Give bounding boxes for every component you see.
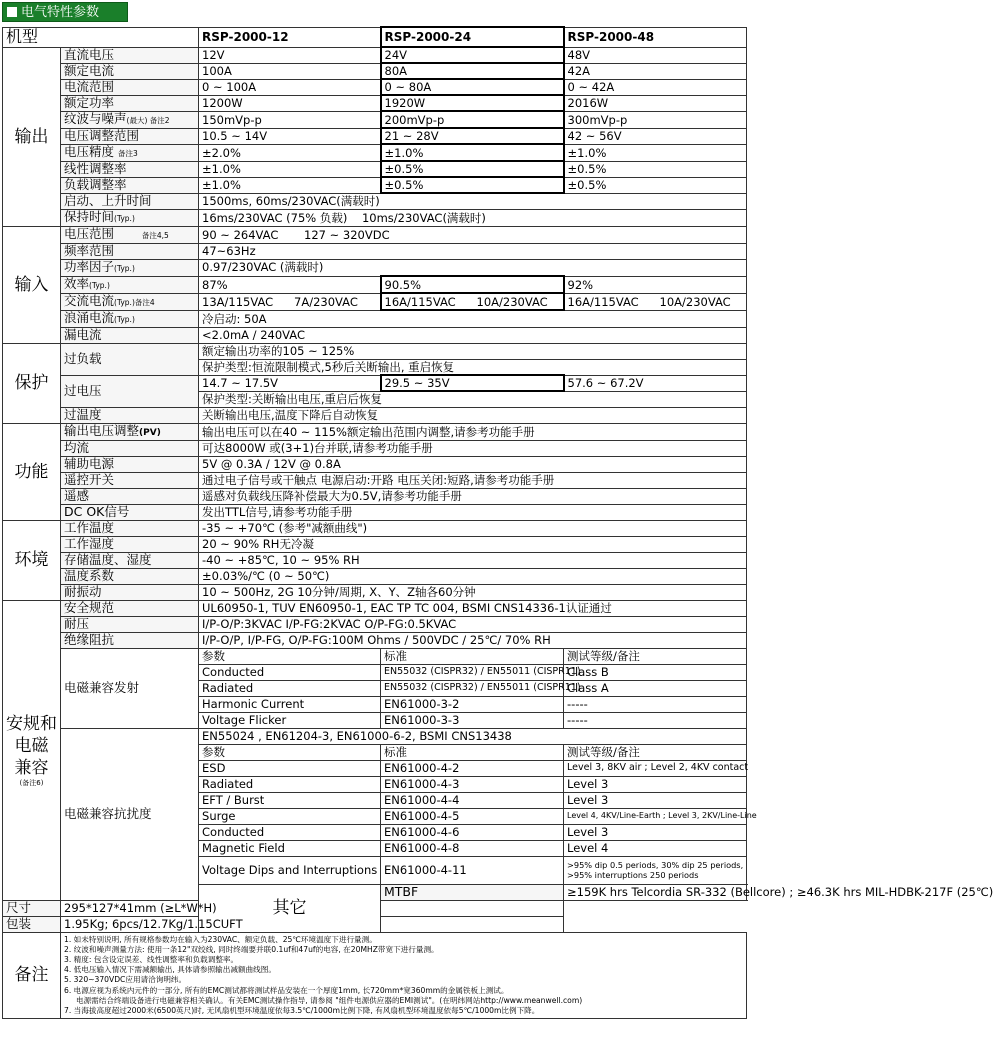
emission-param: Voltage Flicker: [199, 712, 381, 728]
immunity-param: Surge: [199, 808, 381, 824]
ac-current-12: [199, 293, 381, 310]
input-section-label: 输入: [3, 226, 61, 343]
rated-current-12: 100A: [199, 63, 381, 79]
safety-standards-label: 安全规范: [61, 600, 199, 616]
others-section-label: 其它: [199, 884, 381, 932]
ac-current-note: (Typ.)备注4: [114, 297, 155, 307]
current-range-label: 电流范围: [61, 79, 199, 95]
rated-power-48: 2016W: [564, 95, 747, 111]
current-range-24: 0 ~ 80A: [381, 79, 564, 95]
immunity-std: EN61000-4-6: [381, 824, 564, 840]
dc-voltage-24: 24V: [381, 47, 564, 63]
immunity-level: Level 4: [564, 840, 747, 856]
overvoltage-48: 57.6 ~ 67.2V: [564, 375, 747, 391]
voltage-tol-note: 备注3: [118, 148, 138, 158]
overload-range: 额定输出功率的105 ~ 125%: [199, 343, 747, 359]
overtemp-row: [3, 407, 747, 423]
overvoltage-label: 过电压: [61, 375, 199, 407]
storage-row: [3, 552, 747, 568]
withstand-value: I/P-O/P:3KVAC I/P-FG:2KVAC O/P-FG:0.5KVAC: [199, 616, 747, 632]
leakage-value: <2.0mA / 240VAC: [199, 327, 747, 343]
ac-current-label-text: 交流电流: [64, 292, 115, 308]
share-value: 可达8000W 或(3+1)台并联,请参考功能手册: [199, 440, 747, 456]
note-line: 4. 低电压输入情况下需减额输出, 具体请参照输出减额曲线图。: [64, 965, 276, 975]
hold-label-text: 保持时间: [64, 208, 115, 224]
immunity-std: EN61000-4-4: [381, 792, 564, 808]
sense-value: 遥感对负载线压降补偿最大为0.5V,请参考功能手册: [199, 488, 747, 504]
emission-header-level: 测试等级/备注: [564, 648, 747, 664]
aux-label: 辅助电源: [61, 456, 199, 472]
isolation-label: 绝缘阻抗: [61, 632, 199, 648]
efficiency-12: 87%: [199, 276, 381, 293]
ripple-label: [61, 111, 199, 128]
input-voltage-ac: 90 ~ 264VAC: [202, 227, 279, 242]
voltage-tol-48: ±1.0%: [564, 144, 747, 161]
rated-current-24: 80A: [381, 63, 564, 79]
immunity-level: Level 3: [564, 824, 747, 840]
packing-value: 1.95Kg; 6pcs/12.7Kg/1.15CUFT: [61, 916, 564, 932]
work-humidity-row: [3, 536, 747, 552]
emission-level: Class A: [564, 680, 747, 696]
safety-section-note: (备注6): [19, 778, 44, 787]
voltage-adj-48: 42 ~ 56V: [564, 128, 747, 144]
ac-current-48-a: 16A/115VAC: [567, 294, 639, 309]
work-temp-value: -35 ~ +70℃ (参考"减额曲线"): [199, 520, 747, 536]
safety-section-label: [3, 600, 61, 900]
current-range-12: 0 ~ 100A: [199, 79, 381, 95]
note-line: 电源需结合终端设备进行电磁兼容相关确认。有关EMC测试操作指导, 请参阅 "组件电源供应器的EMI测试"。(在明纬网站http://www.meanwell.com): [76, 995, 583, 1005]
tempcoef-value: ±0.03%/℃ (0 ~ 50℃): [199, 568, 747, 584]
ac-current-row: [3, 293, 747, 310]
immunity-summary: EN55024 , EN61204-3, EN61000-6-2, BSMI CNS13438: [199, 728, 747, 744]
ac-current-12-a: 13A/115VAC: [202, 294, 274, 309]
efficiency-row: [3, 276, 747, 293]
current-range-48: 0 ~ 42A: [564, 79, 747, 95]
load-reg-label: 负载调整率: [61, 177, 199, 193]
line-reg-24: ±0.5%: [381, 161, 564, 177]
emission-level: Class B: [564, 664, 747, 680]
ripple-48: 300mVp-p: [564, 111, 747, 128]
aux-row: [3, 456, 747, 472]
hold-row: [3, 209, 747, 226]
pv-label-text: 输出电压调整: [64, 422, 140, 438]
line-reg-row: [3, 161, 747, 177]
emission-header-std: 标准: [381, 648, 564, 664]
rated-current-row: [3, 63, 747, 79]
voltage-tol-label: [61, 144, 199, 161]
model-48: RSP-2000-48: [564, 27, 747, 47]
pv-row: [3, 423, 747, 440]
hold-value: [199, 209, 747, 226]
immunity-std: EN61000-4-8: [381, 840, 564, 856]
notes-section-label: 备注: [3, 932, 61, 1019]
safety-section-line-1: 安规和: [6, 713, 57, 734]
inrush-value: 冷启动: 50A: [199, 310, 747, 327]
emission-param: Harmonic Current: [199, 696, 381, 712]
input-voltage-label-text: 电压范围: [64, 225, 115, 241]
inrush-label-text: 浪涌电流: [64, 309, 115, 325]
work-humidity-label: 工作湿度: [61, 536, 199, 552]
setup-value: 1500ms, 60ms/230VAC(满载时): [199, 193, 747, 209]
efficiency-typ: (Typ.): [89, 280, 110, 290]
emission-level: -----: [564, 712, 747, 728]
safety-standards-value: UL60950-1, TUV EN60950-1, EAC TP TC 004, BSMI CNS14336-1认证通过: [199, 600, 747, 616]
ac-current-label: [61, 293, 199, 310]
work-temp-row: [3, 520, 747, 536]
overtemp-label: 过温度: [61, 407, 199, 423]
immunity-std: EN61000-4-3: [381, 776, 564, 792]
spec-table: [2, 26, 993, 1019]
immunity-param: Radiated: [199, 776, 381, 792]
output-section-label: 输出: [3, 47, 61, 226]
input-voltage-value: [199, 226, 747, 243]
current-range-row: [3, 79, 747, 95]
emission-header-param: 参数: [199, 648, 381, 664]
work-humidity-value: 20 ~ 90% RH无冷凝: [199, 536, 747, 552]
rated-power-24: 1920W: [381, 95, 564, 111]
mtbf-label: MTBF: [381, 884, 564, 900]
input-voltage-label: [61, 226, 199, 243]
immunity-header-std: 标准: [381, 744, 564, 760]
inrush-typ: (Typ.): [114, 314, 135, 324]
header-title: 电气特性参数: [21, 5, 100, 20]
immunity-header-param: 参数: [199, 744, 381, 760]
sense-row: [3, 488, 747, 504]
tempcoef-row: [3, 568, 747, 584]
storage-label: 存储温度、湿度: [61, 552, 199, 568]
input-voltage-note: 备注4,5: [141, 230, 169, 240]
emission-std: EN61000-3-3: [381, 712, 564, 728]
ripple-note: (最大) 备注2: [126, 115, 170, 125]
immunity-level: Level 3: [564, 776, 747, 792]
dc-voltage-label: 直流电压: [61, 47, 199, 63]
input-voltage-dc: 127 ~ 320VDC: [304, 227, 390, 242]
load-reg-12: ±1.0%: [199, 177, 381, 193]
emission-param: Conducted: [199, 664, 381, 680]
pf-row: [3, 259, 747, 276]
dcok-label: DC OK信号: [61, 504, 199, 520]
leakage-label: 漏电流: [61, 327, 199, 343]
environment-section-label: 环境: [3, 520, 61, 600]
dips-param: Voltage Dips and Interruptions: [199, 856, 381, 884]
pf-label-text: 功率因子: [64, 258, 115, 274]
isolation-row: [3, 632, 747, 648]
dcok-value: 发出TTL信号,请参考功能手册: [199, 504, 747, 520]
share-row: [3, 440, 747, 456]
setup-row: [3, 193, 747, 209]
overload-type: 保护类型:恒流限制模式,5秒后关断输出, 重启恢复: [199, 359, 747, 375]
voltage-adj-row: [3, 128, 747, 144]
immunity-param: EFT / Burst: [199, 792, 381, 808]
dips-std: EN61000-4-11: [381, 856, 564, 884]
overtemp-value: 关断输出电压,温度下降后自动恢复: [199, 407, 747, 423]
load-reg-24: ±0.5%: [381, 177, 564, 193]
dcok-row: [3, 504, 747, 520]
dimension-row: [3, 900, 747, 916]
remote-label: 遥控开关: [61, 472, 199, 488]
rated-power-label: 额定功率: [61, 95, 199, 111]
voltage-tol-12: ±2.0%: [199, 144, 381, 161]
dips-level: [564, 856, 747, 884]
efficiency-label-text: 效率: [64, 275, 90, 291]
safety-standards-row: [3, 600, 747, 616]
hold-value-b: 10ms/230VAC(满载时): [361, 210, 486, 225]
ripple-24: 200mVp-p: [381, 111, 564, 128]
inrush-row: [3, 310, 747, 327]
note-line: 3. 精度: 包含设定误差、线性调整率和负载调整率。: [64, 954, 239, 964]
dimension-value: 295*127*41mm (≥L*W*H): [61, 900, 564, 916]
efficiency-48: 92%: [564, 276, 747, 293]
pf-label: [61, 259, 199, 276]
mtbf-value: ≥159K hrs Telcordia SR-332 (Bellcore) ; ≥46.3K hrs MIL-HDBK-217F (25℃): [564, 884, 747, 900]
ac-current-12-b: 7A/230VAC: [294, 294, 358, 309]
vibration-row: [3, 584, 747, 600]
emission-level: -----: [564, 696, 747, 712]
inrush-label: [61, 310, 199, 327]
note-line: 6. 电源应视为系统内元件的一部分, 所有的EMC测试都将测试样品安装在一个厚度1mm, 长720mm*宽360mm的金属铁板上测试。: [64, 985, 509, 995]
protection-section-label: 保护: [3, 343, 61, 423]
note-line: 1. 如未特别说明, 所有规格参数均在输入为230VAC、额定负载、25℃环境温度下进行量测。: [64, 934, 377, 944]
line-reg-12: ±1.0%: [199, 161, 381, 177]
emission-std: EN55032 (CISPR32) / EN55011 (CISPR11): [381, 680, 564, 696]
overvoltage-type: 保护类型:关断输出电压,重启后恢复: [199, 391, 747, 407]
packing-label: 包装: [3, 916, 61, 932]
notes-row: [3, 932, 747, 1019]
load-reg-row: [3, 177, 747, 193]
setup-label: 启动、上升时间: [61, 193, 199, 209]
ac-current-24: [381, 293, 564, 310]
withstand-label: 耐压: [61, 616, 199, 632]
freq-value: 47~63Hz: [199, 243, 747, 259]
input-voltage-row: [3, 226, 747, 243]
notes-block: [61, 932, 747, 1019]
ac-current-24-b: 10A/230VAC: [476, 294, 548, 309]
model-12: RSP-2000-12: [199, 27, 381, 47]
immunity-std: EN61000-4-5: [381, 808, 564, 824]
withstand-row: [3, 616, 747, 632]
immunity-level: Level 4, 4KV/Line-Earth ; Level 3, 2KV/Line-Line: [564, 808, 747, 824]
pv-tag: (PV): [139, 427, 161, 438]
freq-label: 频率范围: [61, 243, 199, 259]
pf-typ: (Typ.): [114, 263, 135, 273]
immunity-header-level: 测试等级/备注: [564, 744, 747, 760]
dc-voltage-48: 48V: [564, 47, 747, 63]
ripple-row: [3, 111, 747, 128]
note-line: 7. 当海拔高度超过2000米(6500英尺)时, 无风扇机型环境温度依每3.5℃/1000m比例下降, 有风扇机型环境温度依每5℃/1000m比例下降。: [64, 1005, 540, 1015]
load-reg-48: ±0.5%: [564, 177, 747, 193]
rated-current-label: 额定电流: [61, 63, 199, 79]
hold-value-a: 16ms/230VAC (75% 负载): [202, 210, 348, 225]
rated-power-row: [3, 95, 747, 111]
ac-current-48-b: 10A/230VAC: [659, 294, 731, 309]
model-row: [3, 27, 747, 47]
isolation-value: I/P-O/P, I/P-FG, O/P-FG:100M Ohms / 500VDC / 25℃/ 70% RH: [199, 632, 747, 648]
voltage-tol-24: ±1.0%: [381, 144, 564, 161]
efficiency-label: [61, 276, 199, 293]
model-24: RSP-2000-24: [381, 27, 564, 47]
dips-level-2: >95% interruptions 250 periods: [567, 870, 699, 880]
hold-label: [61, 209, 199, 226]
vibration-label: 耐振动: [61, 584, 199, 600]
voltage-tol-row: [3, 144, 747, 161]
ripple-label-text: 纹波与噪声: [64, 110, 127, 126]
packing-row: [3, 916, 747, 932]
ac-current-48: [564, 293, 747, 310]
header-square-icon: [7, 7, 17, 17]
pv-value: 输出电压可以在40 ~ 115%额定输出范围内调整,请参考功能手册: [199, 423, 747, 440]
emission-label: 电磁兼容发射: [61, 648, 199, 728]
emission-param: Radiated: [199, 680, 381, 696]
voltage-adj-24: 21 ~ 28V: [381, 128, 564, 144]
work-temp-label: 工作温度: [61, 520, 199, 536]
immunity-param: ESD: [199, 760, 381, 776]
immunity-param: Magnetic Field: [199, 840, 381, 856]
model-label: 机型: [3, 27, 199, 47]
line-reg-48: ±0.5%: [564, 161, 747, 177]
dc-voltage-12: 12V: [199, 47, 381, 63]
efficiency-24: 90.5%: [381, 276, 564, 293]
sense-label: 遥感: [61, 488, 199, 504]
function-section-label: 功能: [3, 423, 61, 520]
ripple-12: 150mVp-p: [199, 111, 381, 128]
rated-current-48: 42A: [564, 63, 747, 79]
aux-value: 5V @ 0.3A / 12V @ 0.8A: [199, 456, 747, 472]
storage-value: -40 ~ +85℃, 10 ~ 95% RH: [199, 552, 747, 568]
note-line: 5. 320~370VDC应用请洽询明纬。: [64, 975, 187, 985]
immunity-param: Conducted: [199, 824, 381, 840]
overload-label: 过负载: [61, 343, 199, 375]
immunity-summary-row: [3, 728, 747, 744]
emission-std: EN61000-3-2: [381, 696, 564, 712]
safety-section-line-3: 兼容: [14, 757, 49, 778]
safety-section-line-2: 电磁: [14, 735, 49, 756]
vibration-value: 10 ~ 500Hz, 2G 10分钟/周期, X、Y、Z轴各60分钟: [199, 584, 747, 600]
voltage-adj-12: 10.5 ~ 14V: [199, 128, 381, 144]
tempcoef-label: 温度系数: [61, 568, 199, 584]
emission-header-row: [3, 648, 747, 664]
note-line: 2. 纹波和噪声测量方法: 使用一条12"双绞线, 同时终端要并联0.1uf和47uf的电容, 在20MHZ带宽下进行量测。: [64, 944, 439, 954]
remote-value: 通过电子信号或干触点 电源启动:开路 电压关闭:短路,请参考功能手册: [199, 472, 747, 488]
voltage-adj-label: 电压调整范围: [61, 128, 199, 144]
leakage-row: [3, 327, 747, 343]
voltage-tol-label-text: 电压精度: [64, 143, 115, 159]
output-dc-voltage-row: [3, 47, 747, 63]
overvoltage-row-1: [3, 375, 747, 391]
overload-row-1: [3, 343, 747, 359]
immunity-label: 电磁兼容抗扰度: [61, 728, 199, 900]
immunity-level: Level 3: [564, 792, 747, 808]
immunity-level: Level 3, 8KV air ; Level 2, 4KV contact: [564, 760, 747, 776]
pf-value: 0.97/230VAC (满载时): [199, 259, 747, 276]
remote-row: [3, 472, 747, 488]
dips-level-1: >95% dip 0.5 periods, 30% dip 25 periods,: [567, 860, 744, 870]
pv-label: [61, 423, 199, 440]
hold-typ: (Typ.): [114, 213, 135, 223]
ac-current-24-a: 16A/115VAC: [384, 294, 456, 309]
overvoltage-12: 14.7 ~ 17.5V: [199, 375, 381, 391]
rated-power-12: 1200W: [199, 95, 381, 111]
dimension-label: 尺寸: [3, 900, 61, 916]
overvoltage-24: 29.5 ~ 35V: [381, 375, 564, 391]
line-reg-label: 线性调整率: [61, 161, 199, 177]
section-header: [2, 2, 128, 22]
freq-row: [3, 243, 747, 259]
share-label: 均流: [61, 440, 199, 456]
immunity-std: EN61000-4-2: [381, 760, 564, 776]
emission-std: EN55032 (CISPR32) / EN55011 (CISPR11): [381, 664, 564, 680]
